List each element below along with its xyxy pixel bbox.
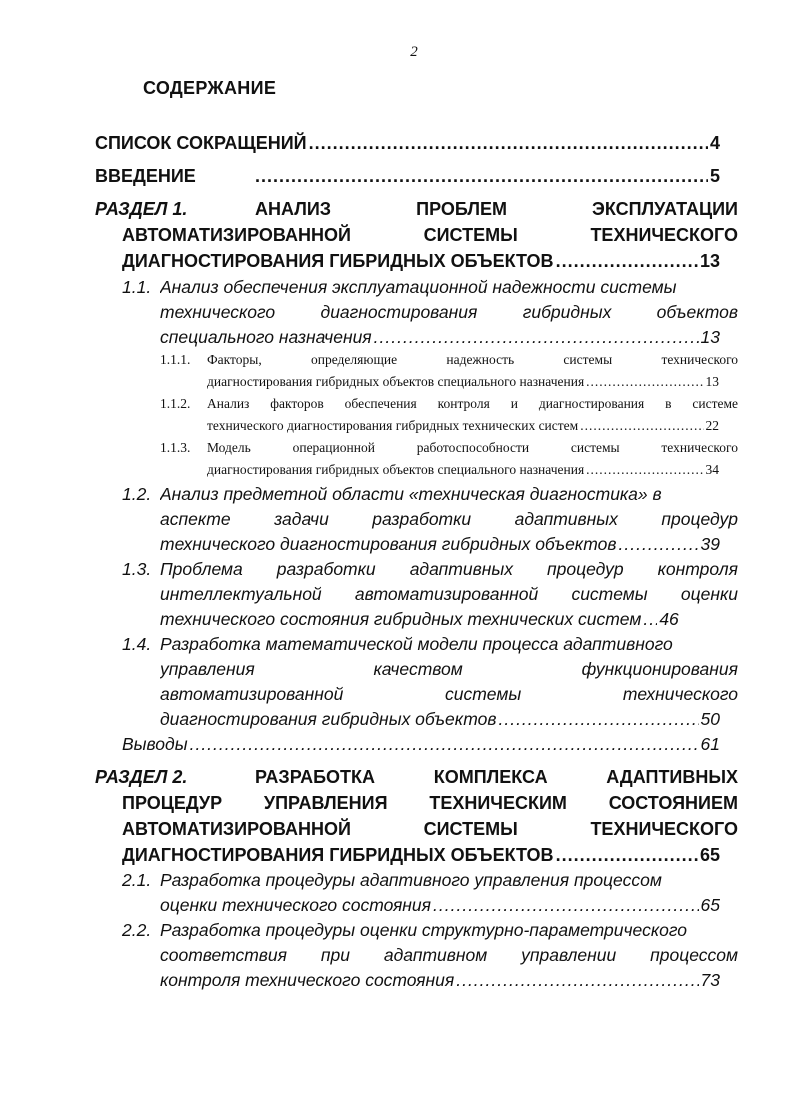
leader-dots xyxy=(433,892,699,918)
section-prefix: РАЗДЕЛ 1. xyxy=(95,199,188,219)
toc-entry-label: СПИСОК СОКРАЩЕНИЙ xyxy=(95,133,307,153)
toc-entry-abbreviations[interactable] xyxy=(95,130,720,156)
toc-page-number: 13 xyxy=(699,251,720,271)
subsection-number: 1.1.3. xyxy=(160,440,191,455)
toc-entry-label: Выводы xyxy=(122,734,188,754)
toc-entry-introduction[interactable] xyxy=(95,163,720,189)
leader-dots xyxy=(309,130,708,156)
subsection-number: 1.1.2. xyxy=(160,396,191,411)
toc-page-number: 34 xyxy=(705,462,719,477)
toc-page-number: 46 xyxy=(659,609,679,629)
toc-page-number: 61 xyxy=(700,734,720,754)
toc-page-number: 39 xyxy=(700,534,720,554)
leader-dots xyxy=(619,531,699,557)
leader-dots xyxy=(374,324,699,350)
toc-page-number: 50 xyxy=(700,709,720,729)
section-prefix: РАЗДЕЛ 2. xyxy=(95,767,188,787)
toc-page-number: 65 xyxy=(700,895,720,915)
leader-dots xyxy=(580,415,703,437)
toc-entry-conclusions[interactable] xyxy=(122,731,720,757)
leader-dots xyxy=(643,606,657,632)
toc-page-number: 73 xyxy=(700,970,720,990)
subsection-number: 2.1. xyxy=(122,870,152,890)
subsection-number: 1.2. xyxy=(122,484,152,504)
subsection-number: 1.3. xyxy=(122,559,152,579)
toc-page-number: 65 xyxy=(699,845,720,865)
leader-dots xyxy=(190,731,699,757)
leader-dots xyxy=(586,459,703,481)
toc-page-number: 13 xyxy=(700,327,720,347)
subsection-number: 1.1.1. xyxy=(160,352,191,367)
toc-page-number: 4 xyxy=(709,133,720,153)
subsection-number: 1.1. xyxy=(122,277,152,297)
toc-page-number: 5 xyxy=(709,166,720,186)
subsection-number: 1.4. xyxy=(122,634,152,654)
leader-dots xyxy=(586,371,703,393)
subsection-number: 2.2. xyxy=(122,920,152,940)
leader-dots xyxy=(498,706,698,732)
page-number: 2 xyxy=(410,44,418,60)
toc-page-number: 22 xyxy=(705,418,719,433)
leader-dots xyxy=(556,248,698,274)
leader-dots xyxy=(556,842,698,868)
leader-dots xyxy=(255,163,708,189)
toc-entry-label: ВВЕДЕНИЕ xyxy=(95,166,196,186)
leader-dots xyxy=(456,967,698,993)
page-title: СОДЕРЖАНИЕ xyxy=(143,78,277,98)
toc-page-number: 13 xyxy=(705,374,719,389)
